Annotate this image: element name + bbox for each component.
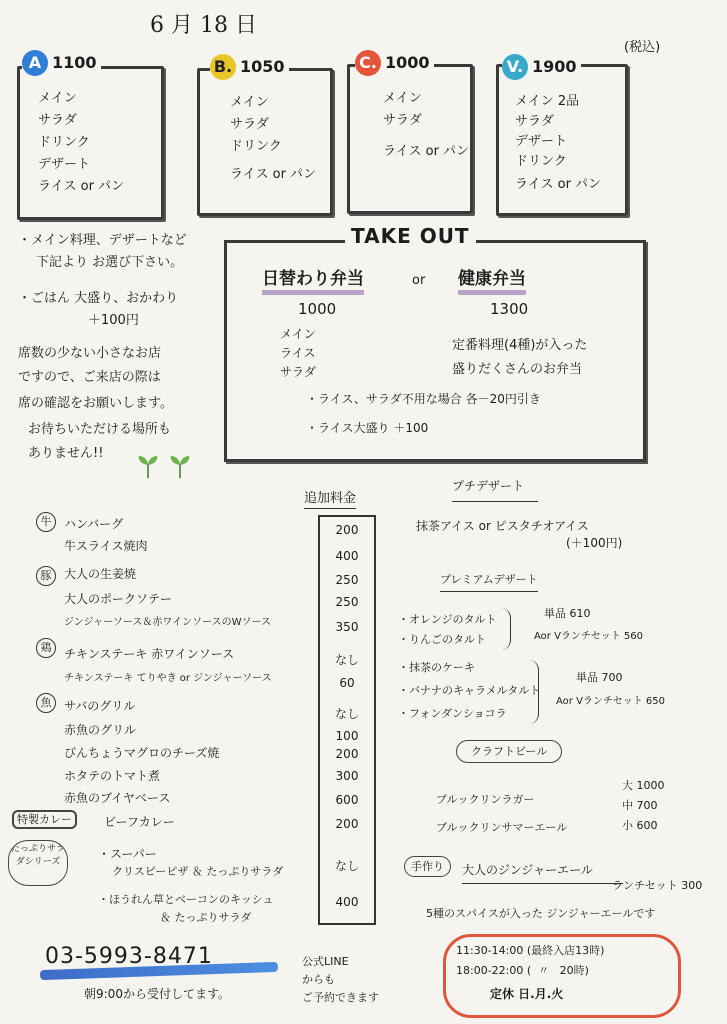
course-v-price: 1900 xyxy=(532,57,577,76)
course-b-price: 1050 xyxy=(240,57,285,76)
course-a-item: ライス or パン xyxy=(38,179,125,194)
salad-item-2-line1: ・ほうれん草とベーコンのキッシュ xyxy=(98,893,274,906)
course-a-item: デザート xyxy=(38,157,91,172)
add-fee: 250 xyxy=(335,595,359,609)
group1-set-price: Aor Vランチセット 560 xyxy=(534,631,643,642)
category-curry: 特製カレー xyxy=(12,810,77,829)
closed-days: 定休 日.月.火 xyxy=(490,987,564,1001)
takeout-option-2: ・ライス大盛り ＋100 xyxy=(306,421,429,435)
takeout-title: TAKE OUT xyxy=(345,224,476,248)
daily-bento-price: 1000 xyxy=(298,300,337,318)
handmade-tag: 手作り xyxy=(404,856,451,877)
main-dish-name: 牛スライス焼肉 xyxy=(64,539,148,553)
lunch-hours: 11:30-14:00 (最終入店13時) xyxy=(456,944,605,957)
course-c-item: メイン xyxy=(383,91,422,106)
add-fee-title: 追加料金 xyxy=(304,490,356,509)
takeout-or: or xyxy=(412,273,426,288)
ginger-ale-name: 大人のジンジャーエール xyxy=(462,862,623,884)
note-choose-line2: 下記より お選び下さい。 xyxy=(36,255,184,270)
add-fee-column xyxy=(318,515,376,925)
note-rice-line2: ＋100円 xyxy=(88,313,139,328)
phone-number: 03-5993-8471 xyxy=(45,944,213,969)
salad-item-1-line2: クリスピーピザ ＆ たっぷりサラダ xyxy=(112,865,284,878)
course-v-header xyxy=(502,54,581,80)
group2-bracket xyxy=(528,660,539,724)
premium-dessert-item: ・りんごのタルト xyxy=(398,633,486,646)
course-a-items xyxy=(38,88,124,198)
beer-size-small: 小 600 xyxy=(622,819,658,832)
course-b-header xyxy=(210,54,289,80)
course-c-header xyxy=(355,50,434,76)
health-bento-price: 1300 xyxy=(490,300,529,318)
daily-bento-name: 日替わり弁当 xyxy=(262,264,364,295)
course-a-item: サラダ xyxy=(38,113,77,128)
add-fee: 200 xyxy=(335,523,359,537)
course-c-items xyxy=(383,88,469,172)
health-bento-name: 健康弁当 xyxy=(458,264,526,295)
course-b-items xyxy=(230,92,316,192)
premium-dessert-item: ・フォンダンショコラ xyxy=(398,707,507,720)
line-note-1: 公式LINE xyxy=(302,955,349,968)
salad-series-label: たっぷりサラダシリーズ xyxy=(8,840,68,886)
course-a-header xyxy=(22,50,101,76)
sprout-icon xyxy=(134,452,196,478)
line-note-2: からも xyxy=(302,973,335,986)
note-seats-2: ですので、ご来店の際は xyxy=(18,370,161,385)
course-a-letter: A xyxy=(22,50,48,76)
add-fee: 200 xyxy=(335,747,359,761)
course-v-item: ライス or パン xyxy=(515,177,602,192)
course-v-item: サラダ xyxy=(515,114,554,129)
main-dish-name: ジンジャーソース＆赤ワインソースのWソース xyxy=(64,617,271,628)
note-seats-3: 席の確認をお願いします。 xyxy=(18,396,173,411)
main-dish-name: チキンステーキ 赤ワインソース xyxy=(64,647,235,661)
main-dish-name: 大人のポークソテー xyxy=(64,592,173,606)
note-seats-5: ありません!! xyxy=(28,446,104,461)
note-seats-1: 席数の少ない小さなお店 xyxy=(18,346,162,361)
ginger-ale-desc: 5種のスパイスが入った ジンジャーエールです xyxy=(426,907,656,920)
course-v-letter: V. xyxy=(502,54,528,80)
course-a-item: ドリンク xyxy=(38,135,90,150)
add-fee: 100 xyxy=(335,729,359,743)
course-c-letter: C. xyxy=(355,50,381,76)
main-dish-name: チキンステーキ てりやき or ジンジャーソース xyxy=(64,673,272,684)
note-rice-line1: ・ごはん 大盛り、おかわり xyxy=(18,291,179,306)
course-a-price: 1100 xyxy=(52,53,97,72)
category-chicken: 鶏 xyxy=(36,638,56,658)
line-note-3: ご予約できます xyxy=(302,991,379,1004)
premium-dessert-item: ・バナナのキャラメルタルト xyxy=(398,684,541,697)
phone-note: 朝9:00から受付してます。 xyxy=(84,987,230,1001)
menu-date: 6 月 18 日 xyxy=(150,13,257,38)
takeout-option-1: ・ライス、サラダ不用な場合 各－20円引き xyxy=(306,392,541,406)
course-a-item: メイン xyxy=(38,91,77,106)
main-dish-name: サバのグリル xyxy=(64,699,136,713)
course-b-letter: B. xyxy=(210,54,236,80)
group1-bracket xyxy=(500,608,511,650)
add-fee: 60 xyxy=(339,676,355,690)
note-choose-line1: ・メイン料理、デザートなど xyxy=(18,233,187,248)
group2-single-price: 単品 700 xyxy=(576,671,623,684)
add-fee: なし xyxy=(334,653,359,667)
note-seats-4: お待ちいただける場所も xyxy=(28,422,172,437)
premium-dessert-title: プレミアムデザート xyxy=(440,572,538,592)
course-c-item: サラダ xyxy=(383,113,422,128)
add-fee: なし xyxy=(334,707,359,721)
ginger-lunch-set: ランチセット 300 xyxy=(612,879,703,892)
add-fee: 600 xyxy=(335,793,359,807)
salad-item-1-line1: ・スーパー xyxy=(98,847,157,861)
category-fish: 魚 xyxy=(36,693,56,713)
main-dish-name: 赤魚のグリル xyxy=(64,723,137,737)
daily-bento-item: メイン xyxy=(280,327,316,341)
add-fee: 400 xyxy=(335,549,359,563)
add-fee: 300 xyxy=(335,769,359,783)
daily-bento-item: ライス xyxy=(280,346,316,360)
category-beef: 牛 xyxy=(36,512,56,532)
main-dish-name: 大人の生姜焼 xyxy=(64,567,137,581)
premium-dessert-item: ・抹茶のケーキ xyxy=(398,661,475,674)
petit-dessert-title: プチデザート xyxy=(452,478,538,502)
add-fee: 200 xyxy=(335,817,359,831)
course-c-item: ライス or パン xyxy=(383,144,470,159)
main-dish-name: 赤魚のブイヤベース xyxy=(64,791,171,805)
tax-included-note: (税込) xyxy=(624,40,661,55)
group1-single-price: 単品 610 xyxy=(544,607,591,620)
petit-dessert-line1: 抹茶アイス or ピスタチオアイス xyxy=(416,519,589,533)
course-v-item: デザート xyxy=(515,134,568,149)
beer-size-large: 大 1000 xyxy=(622,779,665,792)
add-fee: 350 xyxy=(335,620,359,634)
daily-bento-item: サラダ xyxy=(280,365,316,379)
main-dish-name: ビーフカレー xyxy=(104,815,175,829)
add-fee: 250 xyxy=(335,573,359,587)
course-b-item: メイン xyxy=(230,95,269,110)
course-c-price: 1000 xyxy=(385,53,430,72)
course-v-item: メイン 2品 xyxy=(515,94,580,109)
craft-beer-item: ブルックリンサマーエール xyxy=(436,821,568,834)
main-dish-name: ハンバーグ xyxy=(64,517,124,531)
course-b-item: サラダ xyxy=(230,117,269,132)
category-pork: 豚 xyxy=(36,566,56,586)
course-b-item: ライス or パン xyxy=(230,167,317,182)
course-b-item: ドリンク xyxy=(230,139,282,154)
salad-item-2-line2: ＆ たっぷりサラダ xyxy=(160,911,252,924)
main-dish-name: ホタテのトマト煮 xyxy=(64,769,161,783)
petit-dessert-line2: (＋100円) xyxy=(566,536,623,550)
health-bento-desc-1: 定番料理(4種)が入った xyxy=(452,338,588,353)
craft-beer-title: クラフトビール xyxy=(456,740,562,763)
add-fee: なし xyxy=(334,859,359,873)
course-v-items xyxy=(515,92,601,198)
main-dish-name: びんちょうマグロのチーズ焼 xyxy=(64,746,220,760)
add-fee: 400 xyxy=(335,895,359,909)
course-v-item: ドリンク xyxy=(515,154,567,169)
premium-dessert-item: ・オレンジのタルト xyxy=(398,613,497,626)
craft-beer-item: ブルックリンラガー xyxy=(436,793,535,806)
beer-size-medium: 中 700 xyxy=(622,799,658,812)
dinner-hours: 18:00-22:00 ( 〃 20時) xyxy=(456,964,589,977)
health-bento-desc-2: 盛りだくさんのお弁当 xyxy=(452,362,583,377)
group2-set-price: Aor Vランチセット 650 xyxy=(556,696,665,707)
